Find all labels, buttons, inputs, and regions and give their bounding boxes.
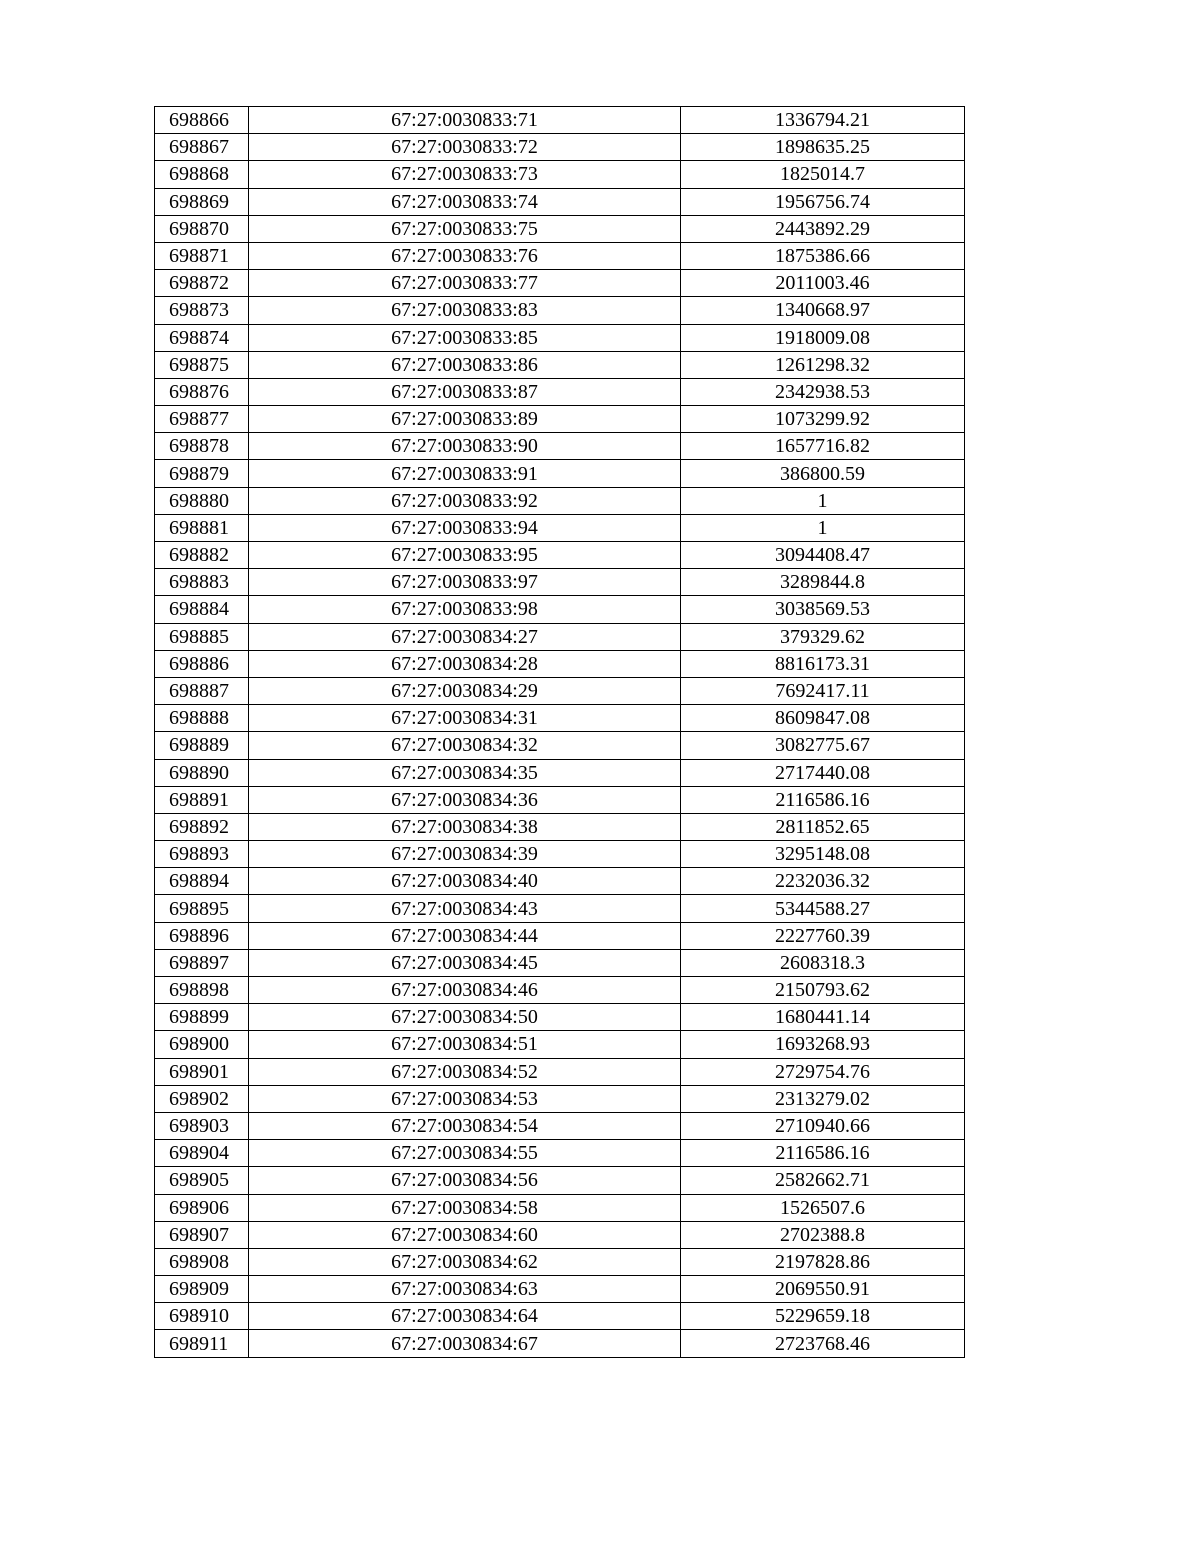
cadastral-number-cell: 67:27:0030834:38 — [249, 813, 681, 840]
cadastral-number-cell: 67:27:0030833:71 — [249, 107, 681, 134]
cadastral-value-cell: 3082775.67 — [681, 732, 965, 759]
cadastral-value-cell: 2582662.71 — [681, 1167, 965, 1194]
table-row — [155, 1221, 965, 1248]
cadastral-value-cell: 3094408.47 — [681, 542, 965, 569]
cadastral-number-cell: 67:27:0030834:63 — [249, 1276, 681, 1303]
row-id-cell: 698905 — [155, 1167, 249, 1194]
row-id-cell: 698908 — [155, 1248, 249, 1275]
table-row — [155, 650, 965, 677]
cadastral-number-cell: 67:27:0030834:60 — [249, 1221, 681, 1248]
row-id-cell: 698868 — [155, 161, 249, 188]
cadastral-number-cell: 67:27:0030834:39 — [249, 841, 681, 868]
cadastral-number-cell: 67:27:0030834:36 — [249, 786, 681, 813]
table-row — [155, 677, 965, 704]
cadastral-value-cell: 2811852.65 — [681, 813, 965, 840]
cadastral-value-cell: 2116586.16 — [681, 786, 965, 813]
cadastral-number-cell: 67:27:0030834:53 — [249, 1085, 681, 1112]
table-row — [155, 351, 965, 378]
row-id-cell: 698888 — [155, 705, 249, 732]
cadastral-value-cell: 5344588.27 — [681, 895, 965, 922]
table-row — [155, 705, 965, 732]
cadastral-value-cell: 2723768.46 — [681, 1330, 965, 1357]
cadastral-number-cell: 67:27:0030833:97 — [249, 569, 681, 596]
row-id-cell: 698894 — [155, 868, 249, 895]
cadastral-value-cell: 1680441.14 — [681, 1004, 965, 1031]
cadastral-value-cell: 5229659.18 — [681, 1303, 965, 1330]
row-id-cell: 698898 — [155, 977, 249, 1004]
row-id-cell: 698902 — [155, 1085, 249, 1112]
table-row — [155, 1140, 965, 1167]
row-id-cell: 698903 — [155, 1112, 249, 1139]
cadastral-value-cell: 1956756.74 — [681, 188, 965, 215]
table-row — [155, 569, 965, 596]
cadastral-value-cell: 2702388.8 — [681, 1221, 965, 1248]
table-row — [155, 270, 965, 297]
row-id-cell: 698881 — [155, 514, 249, 541]
cadastral-value-cell: 1918009.08 — [681, 324, 965, 351]
table-row — [155, 1085, 965, 1112]
row-id-cell: 698891 — [155, 786, 249, 813]
cadastral-value-cell: 386800.59 — [681, 460, 965, 487]
row-id-cell: 698870 — [155, 215, 249, 242]
row-id-cell: 698873 — [155, 297, 249, 324]
row-id-cell: 698871 — [155, 242, 249, 269]
row-id-cell: 698911 — [155, 1330, 249, 1357]
cadastral-number-cell: 67:27:0030834:35 — [249, 759, 681, 786]
cadastral-number-cell: 67:27:0030833:92 — [249, 487, 681, 514]
row-id-cell: 698866 — [155, 107, 249, 134]
table-row — [155, 242, 965, 269]
table-row — [155, 1194, 965, 1221]
row-id-cell: 698886 — [155, 650, 249, 677]
table-row — [155, 188, 965, 215]
row-id-cell: 698878 — [155, 433, 249, 460]
cadastral-number-cell: 67:27:0030834:64 — [249, 1303, 681, 1330]
cadastral-number-cell: 67:27:0030834:58 — [249, 1194, 681, 1221]
row-id-cell: 698883 — [155, 569, 249, 596]
table-row — [155, 514, 965, 541]
table-row — [155, 215, 965, 242]
cadastral-number-cell: 67:27:0030834:29 — [249, 677, 681, 704]
row-id-cell: 698872 — [155, 270, 249, 297]
cadastral-value-cell: 8816173.31 — [681, 650, 965, 677]
row-id-cell: 698892 — [155, 813, 249, 840]
row-id-cell: 698901 — [155, 1058, 249, 1085]
table-row — [155, 868, 965, 895]
cadastral-value-cell: 2116586.16 — [681, 1140, 965, 1167]
cadastral-number-cell: 67:27:0030834:27 — [249, 623, 681, 650]
cadastral-value-cell: 379329.62 — [681, 623, 965, 650]
table-row — [155, 1330, 965, 1357]
table-row — [155, 460, 965, 487]
row-id-cell: 698890 — [155, 759, 249, 786]
row-id-cell: 698906 — [155, 1194, 249, 1221]
row-id-cell: 698900 — [155, 1031, 249, 1058]
cadastral-number-cell: 67:27:0030834:45 — [249, 949, 681, 976]
cadastral-number-cell: 67:27:0030833:87 — [249, 378, 681, 405]
row-id-cell: 698867 — [155, 134, 249, 161]
cadastral-number-cell: 67:27:0030833:83 — [249, 297, 681, 324]
cadastral-number-cell: 67:27:0030834:52 — [249, 1058, 681, 1085]
table-row — [155, 895, 965, 922]
row-id-cell: 698897 — [155, 949, 249, 976]
row-id-cell: 698876 — [155, 378, 249, 405]
cadastral-value-cell: 1693268.93 — [681, 1031, 965, 1058]
cadastral-value-cell: 2608318.3 — [681, 949, 965, 976]
cadastral-value-cell: 1261298.32 — [681, 351, 965, 378]
table-row — [155, 1248, 965, 1275]
table-body — [155, 107, 965, 1358]
row-id-cell: 698869 — [155, 188, 249, 215]
table-row — [155, 297, 965, 324]
row-id-cell: 698874 — [155, 324, 249, 351]
cadastral-number-cell: 67:27:0030834:56 — [249, 1167, 681, 1194]
cadastral-value-cell: 3038569.53 — [681, 596, 965, 623]
row-id-cell: 698885 — [155, 623, 249, 650]
cadastral-number-cell: 67:27:0030833:76 — [249, 242, 681, 269]
cadastral-number-cell: 67:27:0030833:85 — [249, 324, 681, 351]
cadastral-value-cell: 1336794.21 — [681, 107, 965, 134]
row-id-cell: 698877 — [155, 406, 249, 433]
cadastral-value-cell: 2197828.86 — [681, 1248, 965, 1275]
table-row — [155, 161, 965, 188]
cadastral-value-cell: 3289844.8 — [681, 569, 965, 596]
row-id-cell: 698882 — [155, 542, 249, 569]
table-row — [155, 759, 965, 786]
cadastral-value-cell: 7692417.11 — [681, 677, 965, 704]
row-id-cell: 698896 — [155, 922, 249, 949]
table-row — [155, 977, 965, 1004]
cadastral-number-cell: 67:27:0030834:44 — [249, 922, 681, 949]
table-row — [155, 1167, 965, 1194]
row-id-cell: 698884 — [155, 596, 249, 623]
row-id-cell: 698880 — [155, 487, 249, 514]
cadastral-number-cell: 67:27:0030833:94 — [249, 514, 681, 541]
row-id-cell: 698910 — [155, 1303, 249, 1330]
row-id-cell: 698893 — [155, 841, 249, 868]
row-id-cell: 698879 — [155, 460, 249, 487]
table-row — [155, 623, 965, 650]
cadastral-number-cell: 67:27:0030834:32 — [249, 732, 681, 759]
cadastral-number-cell: 67:27:0030834:62 — [249, 1248, 681, 1275]
cadastral-number-cell: 67:27:0030833:77 — [249, 270, 681, 297]
table-row — [155, 732, 965, 759]
cadastral-number-cell: 67:27:0030834:50 — [249, 1004, 681, 1031]
table-row — [155, 433, 965, 460]
table-row — [155, 406, 965, 433]
cadastral-number-cell: 67:27:0030833:75 — [249, 215, 681, 242]
cadastral-number-cell: 67:27:0030834:28 — [249, 650, 681, 677]
cadastral-value-cell: 1657716.82 — [681, 433, 965, 460]
row-id-cell: 698889 — [155, 732, 249, 759]
cadastral-value-cell: 3295148.08 — [681, 841, 965, 868]
cadastral-number-cell: 67:27:0030833:72 — [249, 134, 681, 161]
cadastral-number-cell: 67:27:0030833:95 — [249, 542, 681, 569]
table-row — [155, 1058, 965, 1085]
cadastral-value-cell: 1875386.66 — [681, 242, 965, 269]
cadastral-number-cell: 67:27:0030833:90 — [249, 433, 681, 460]
table-row — [155, 786, 965, 813]
cadastral-value-cell: 2232036.32 — [681, 868, 965, 895]
row-id-cell: 698904 — [155, 1140, 249, 1167]
table-row — [155, 596, 965, 623]
table-row — [155, 949, 965, 976]
cadastral-value-cell: 2069550.91 — [681, 1276, 965, 1303]
cadastral-value-cell: 1340668.97 — [681, 297, 965, 324]
cadastral-value-cell: 1825014.7 — [681, 161, 965, 188]
cadastral-value-cell: 1526507.6 — [681, 1194, 965, 1221]
table-row — [155, 922, 965, 949]
cadastral-value-cell: 2710940.66 — [681, 1112, 965, 1139]
cadastral-number-cell: 67:27:0030834:40 — [249, 868, 681, 895]
cadastral-number-cell: 67:27:0030834:51 — [249, 1031, 681, 1058]
row-id-cell: 698907 — [155, 1221, 249, 1248]
cadastral-value-cell: 2717440.08 — [681, 759, 965, 786]
cadastral-value-cell: 2011003.46 — [681, 270, 965, 297]
cadastral-number-cell: 67:27:0030833:73 — [249, 161, 681, 188]
cadastral-value-table — [154, 106, 965, 1358]
cadastral-number-cell: 67:27:0030833:86 — [249, 351, 681, 378]
cadastral-value-cell: 2342938.53 — [681, 378, 965, 405]
table-row — [155, 134, 965, 161]
table-row — [155, 487, 965, 514]
cadastral-value-cell: 2729754.76 — [681, 1058, 965, 1085]
cadastral-number-cell: 67:27:0030833:91 — [249, 460, 681, 487]
table-row — [155, 813, 965, 840]
table-row — [155, 1303, 965, 1330]
cadastral-value-cell: 1 — [681, 514, 965, 541]
row-id-cell: 698899 — [155, 1004, 249, 1031]
table-row — [155, 378, 965, 405]
cadastral-value-cell: 2227760.39 — [681, 922, 965, 949]
cadastral-number-cell: 67:27:0030834:31 — [249, 705, 681, 732]
cadastral-value-cell: 2313279.02 — [681, 1085, 965, 1112]
table-row — [155, 841, 965, 868]
cadastral-number-cell: 67:27:0030833:98 — [249, 596, 681, 623]
table-row — [155, 1031, 965, 1058]
cadastral-value-cell: 2150793.62 — [681, 977, 965, 1004]
row-id-cell: 698895 — [155, 895, 249, 922]
cadastral-number-cell: 67:27:0030834:54 — [249, 1112, 681, 1139]
cadastral-number-cell: 67:27:0030833:89 — [249, 406, 681, 433]
cadastral-value-cell: 1073299.92 — [681, 406, 965, 433]
table-row — [155, 107, 965, 134]
row-id-cell: 698875 — [155, 351, 249, 378]
cadastral-number-cell: 67:27:0030834:67 — [249, 1330, 681, 1357]
row-id-cell: 698909 — [155, 1276, 249, 1303]
table-row — [155, 324, 965, 351]
cadastral-value-cell: 1 — [681, 487, 965, 514]
table-row — [155, 1276, 965, 1303]
row-id-cell: 698887 — [155, 677, 249, 704]
table-row — [155, 542, 965, 569]
table-row — [155, 1112, 965, 1139]
cadastral-value-cell: 8609847.08 — [681, 705, 965, 732]
cadastral-number-cell: 67:27:0030834:55 — [249, 1140, 681, 1167]
table-row — [155, 1004, 965, 1031]
cadastral-value-cell: 1898635.25 — [681, 134, 965, 161]
cadastral-number-cell: 67:27:0030834:43 — [249, 895, 681, 922]
cadastral-number-cell: 67:27:0030833:74 — [249, 188, 681, 215]
cadastral-value-cell: 2443892.29 — [681, 215, 965, 242]
cadastral-number-cell: 67:27:0030834:46 — [249, 977, 681, 1004]
